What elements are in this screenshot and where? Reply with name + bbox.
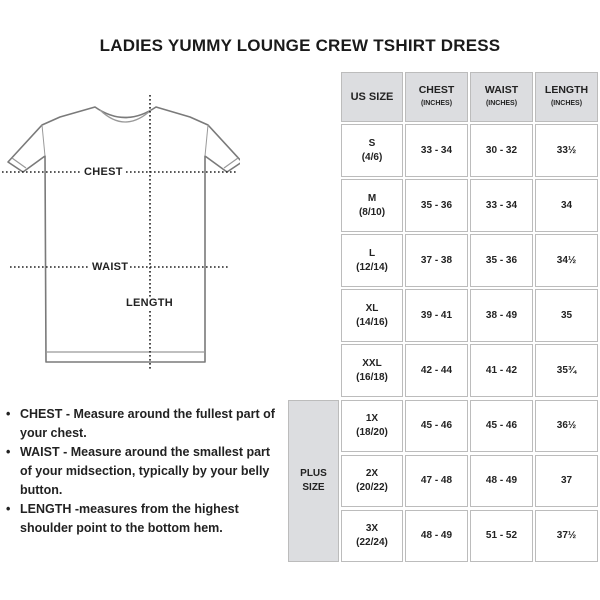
header-unit: (INCHES) — [485, 100, 518, 107]
size-cell-l — [341, 234, 403, 287]
measurement-notes — [6, 405, 276, 538]
note-text: - Measure around the smallest part of your midsection, typically by your belly button. — [20, 445, 271, 497]
length-cell: 37½ — [535, 510, 598, 562]
note-text: -measures from the highest shoulder point to the bottom hem. — [20, 502, 239, 535]
header-waist — [470, 72, 533, 122]
length-cell: 35¾ — [535, 344, 598, 397]
size-us: (8/10) — [358, 206, 386, 218]
note-term: CHEST — [20, 407, 63, 421]
waist-cell: 35 - 36 — [470, 234, 533, 287]
waist-cell: 33 - 34 — [470, 179, 533, 232]
header-length — [535, 72, 598, 122]
note-term: LENGTH — [20, 502, 72, 516]
header-label: LENGTH — [544, 84, 589, 96]
chest-cell: 33 - 34 — [405, 124, 468, 177]
length-cell: 33½ — [535, 124, 598, 177]
note-chest — [6, 405, 276, 443]
bullet-icon: • — [6, 502, 11, 516]
waist-label: WAIST — [92, 261, 129, 273]
size-us: (16/18) — [356, 371, 388, 383]
header-unit: (INCHES) — [420, 100, 453, 107]
length-cell: 37 — [535, 455, 598, 507]
waist-cell: 45 - 46 — [470, 400, 533, 452]
plus-label-line: PLUS — [300, 468, 327, 479]
length-label: LENGTH — [126, 297, 174, 309]
size-label: 2X — [365, 468, 379, 479]
header-label: US SIZE — [350, 91, 394, 103]
plus-label-line: SIZE — [302, 482, 325, 493]
size-us: (12/14) — [356, 261, 388, 273]
bullet-icon: • — [6, 445, 11, 459]
size-cell-xxl — [341, 344, 403, 397]
size-us: (22/24) — [356, 537, 388, 548]
length-cell: 36½ — [535, 400, 598, 452]
size-us: (14/16) — [356, 316, 388, 328]
note-length — [6, 500, 276, 538]
chest-label: CHEST — [84, 166, 123, 178]
size-cell-s — [341, 124, 403, 177]
chest-cell: 48 - 49 — [405, 510, 468, 562]
chest-cell: 47 - 48 — [405, 455, 468, 507]
size-label: 3X — [365, 523, 379, 534]
bullet-icon: • — [6, 407, 11, 421]
size-cell-1x — [341, 400, 403, 452]
note-term: WAIST — [20, 445, 60, 459]
size-us: (4/6) — [361, 151, 383, 163]
size-label: L — [368, 247, 376, 259]
size-us: (20/22) — [356, 482, 388, 493]
page-title: LADIES YUMMY LOUNGE CREW TSHIRT DRESS — [99, 36, 501, 55]
header-unit: (INCHES) — [550, 100, 583, 107]
note-waist — [6, 443, 276, 500]
note-text: - Measure around the fullest part of your chest. — [20, 407, 275, 440]
header-label: WAIST — [484, 84, 519, 96]
size-label: M — [367, 192, 377, 204]
length-cell: 34 — [535, 179, 598, 232]
length-cell: 34½ — [535, 234, 598, 287]
size-cell-xl — [341, 289, 403, 342]
size-cell-2x — [341, 455, 403, 507]
waist-cell: 38 - 49 — [470, 289, 533, 342]
size-label: XXL — [362, 357, 382, 369]
waist-cell: 51 - 52 — [470, 510, 533, 562]
waist-cell: 41 - 42 — [470, 344, 533, 397]
length-cell: 35 — [535, 289, 598, 342]
size-cell-3x — [341, 510, 403, 562]
chest-cell: 35 - 36 — [405, 179, 468, 232]
header-chest — [405, 72, 468, 122]
chest-cell: 39 - 41 — [405, 289, 468, 342]
chest-cell: 37 - 38 — [405, 234, 468, 287]
header-label: CHEST — [418, 84, 455, 96]
size-label: S — [368, 137, 376, 149]
waist-cell: 48 - 49 — [470, 455, 533, 507]
tshirt-dress-illustration — [0, 90, 240, 380]
waist-cell: 30 - 32 — [470, 124, 533, 177]
plus-size-label — [288, 400, 339, 562]
chest-cell: 45 - 46 — [405, 400, 468, 452]
size-label: 1X — [365, 413, 379, 424]
size-cell-m — [341, 179, 403, 232]
measurement-diagram — [0, 90, 240, 380]
header-us-size — [341, 72, 403, 122]
size-us: (18/20) — [356, 427, 388, 438]
size-label: XL — [365, 302, 379, 314]
chest-cell: 42 - 44 — [405, 344, 468, 397]
